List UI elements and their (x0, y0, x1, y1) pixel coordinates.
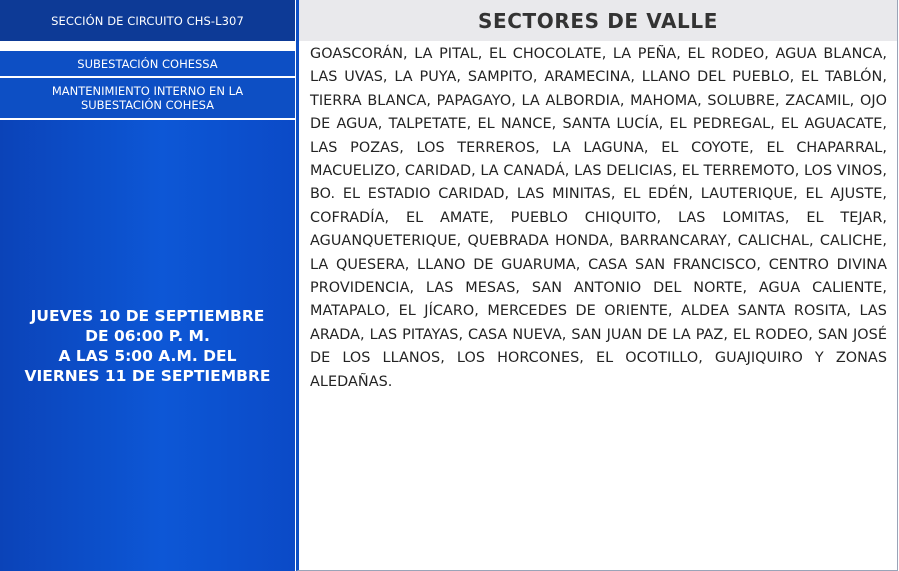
substation-label (0, 51, 295, 76)
outage-schedule (0, 120, 295, 571)
maintenance-label (0, 78, 295, 118)
sectors-title: SECTORES DE VALLE (299, 0, 897, 41)
outage-info-panel (0, 0, 295, 571)
schedule-line: JUEVES 10 DE SEPTIEMBRE (30, 306, 265, 325)
schedule-line: DE 06:00 P. M. (85, 326, 210, 345)
substation-text: SUBESTACIÓN COHESSA (77, 56, 218, 71)
circuit-section-text: SECCIÓN DE CIRCUITO CHS-L307 (51, 13, 244, 28)
sectors-panel (296, 0, 898, 571)
schedule-line: VIERNES 11 DE SEPTIEMBRE (24, 366, 271, 385)
sectors-list: GOASCORÁN, LA PITAL, EL CHOCOLATE, LA PEÑA, EL RODEO, AGUA BLANCA, LAS UVAS, LA PUYA, SAMPITO, ARAMECINA, LLANO DEL PUEBLO, EL TABLÓN, TIERRA BLANCA, PAPAGAYO, LA ALBORDIA, MAHOMA, SOLUBRE, ZACAMIL, OJO DE AGUA, TALPETATE, EL NANCE, SANTA LUCÍA, EL PEDREGAL, EL AGUACATE, LAS POZAS, LOS TERREROS, LA LAGUNA, EL COYOTE, EL CHAPARRAL, MACUELIZO, CARIDAD, LA CANADÁ, LAS DELICIAS, EL TERREMOTO, LOS VINOS, BO. EL ESTADIO CARIDAD, LAS MINITAS, EL EDÉN, LAUTERIQUE, EL AJUSTE, COFRADÍA, EL AMATE, PUEBLO CHIQUITO, LAS LOMITAS, EL TEJAR, AGUANQUETERIQUE, QUEBRADA HONDA, BARRANCARAY, CALICHAL, CALICHE, LA QUESERA, LLANO DE GUARUMA, CASA SAN FRANCISCO, CENTRO DIVINA PROVIDENCIA, LAS MESAS, SAN ANTONIO DEL NORTE, AGUA CALIENTE, MATAPALO, EL JÍCARO, MERCEDES DE ORIENTE, ALDEA SANTA ROSITA, LAS ARADA, LAS PITAYAS, CASA NUEVA, SAN JUAN DE LA PAZ, EL RODEO, SAN JOSÉ DE LOS LLANOS, LOS HORCONES, EL OCOTILLO, GUAJIQUIRO Y ZONAS ALEDAÑAS. (310, 46, 887, 390)
schedule-line: A LAS 5:00 A.M. DEL (58, 346, 237, 365)
circuit-section-label (0, 0, 295, 41)
schedule-text-block (24, 306, 270, 386)
maintenance-text: MANTENIMIENTO INTERNO EN LA SUBESTACIÓN COHESA (51, 84, 244, 112)
